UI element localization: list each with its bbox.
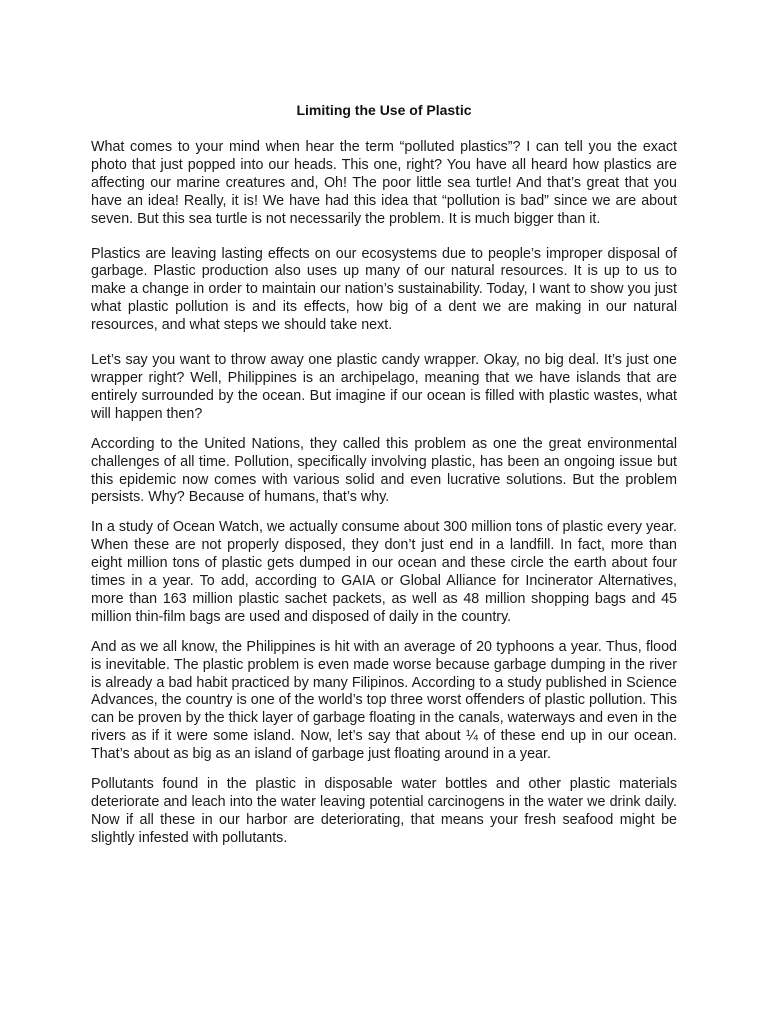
paragraph: Let’s say you want to throw away one plastic candy wrapper. Okay, no big deal. It’s just one wrapper right? Well, Philippines is an archipelago, meaning that we have islands that are entirely surrounded by the ocean. But imagine if our ocean is filled with plastic wastes, what will happen then? [91,352,677,422]
paragraph: What comes to your mind when hear the term “polluted plastics”? I can tell you the exact photo that just popped into our heads. This one, right? You have all heard how plastics are affecting our marine creatures and, Oh! The poor little sea turtle! And that’s great that you have an idea! Really, it is! We have had this idea that “pollution is bad” since we are about seven. But this sea turtle is not necessarily the problem. It is much bigger than it. [91,139,677,227]
paragraph: In a study of Ocean Watch, we actually consume about 300 million tons of plastic every year. When these are not properly disposed, they don’t just end in a landfill. In fact, more than eight million tons of plastic gets dumped in our ocean and these circle the earth about four times in a year. To add, according to GAIA or Global Alliance for Incinerator Alternatives, more than 163 million plastic sachet packets, as well as 48 million shopping bags and 45 million thin-film bags are used and disposed of daily in the country. [91,519,677,625]
document-body [91,139,677,848]
paragraph: According to the United Nations, they called this problem as one the great environmental challenges of all time. Pollution, specifically involving plastic, has been an ongoing issue but this epidemic now comes with various solid and even lucrative solutions. But the problem persists. Why? Because of humans, that’s why. [91,435,677,506]
document-title: Limiting the Use of Plastic [296,102,472,118]
paragraph: And as we all know, the Philippines is hit with an average of 20 typhoons a year. Thus, flood is inevitable. The plastic problem is even made worse because garbage dumping in the river is already a bad habit practiced by many Filipinos. According to a study published in Science Advances, the country is one of the world’s top three worst offenders of plastic pollution. This can be proven by the thick layer of garbage floating in the canals, waterways and even in the rivers as if it were some island. Now, let’s say that about ¼ of these end up in our ocean. That’s about as big as an island of garbage just floating around in a year. [91,638,677,763]
paragraph: Plastics are leaving lasting effects on our ecosystems due to people’s improper disposal of garbage. Plastic production also uses up many of our natural resources. It is up to us to make a change in order to maintain our nation’s sustainability. Today, I want to show you just what plastic pollution is and its effects, how big of a dent we are making in our natural resources, and what steps we should take next. [91,245,677,334]
paragraph: Pollutants found in the plastic in disposable water bottles and other plastic materials deteriorate and leach into the water leaving potential carcinogens in the water we drink daily. Now if all these in our harbor are deteriorating, that means your fresh seafood might be slightly infested with pollutants. [91,776,677,846]
